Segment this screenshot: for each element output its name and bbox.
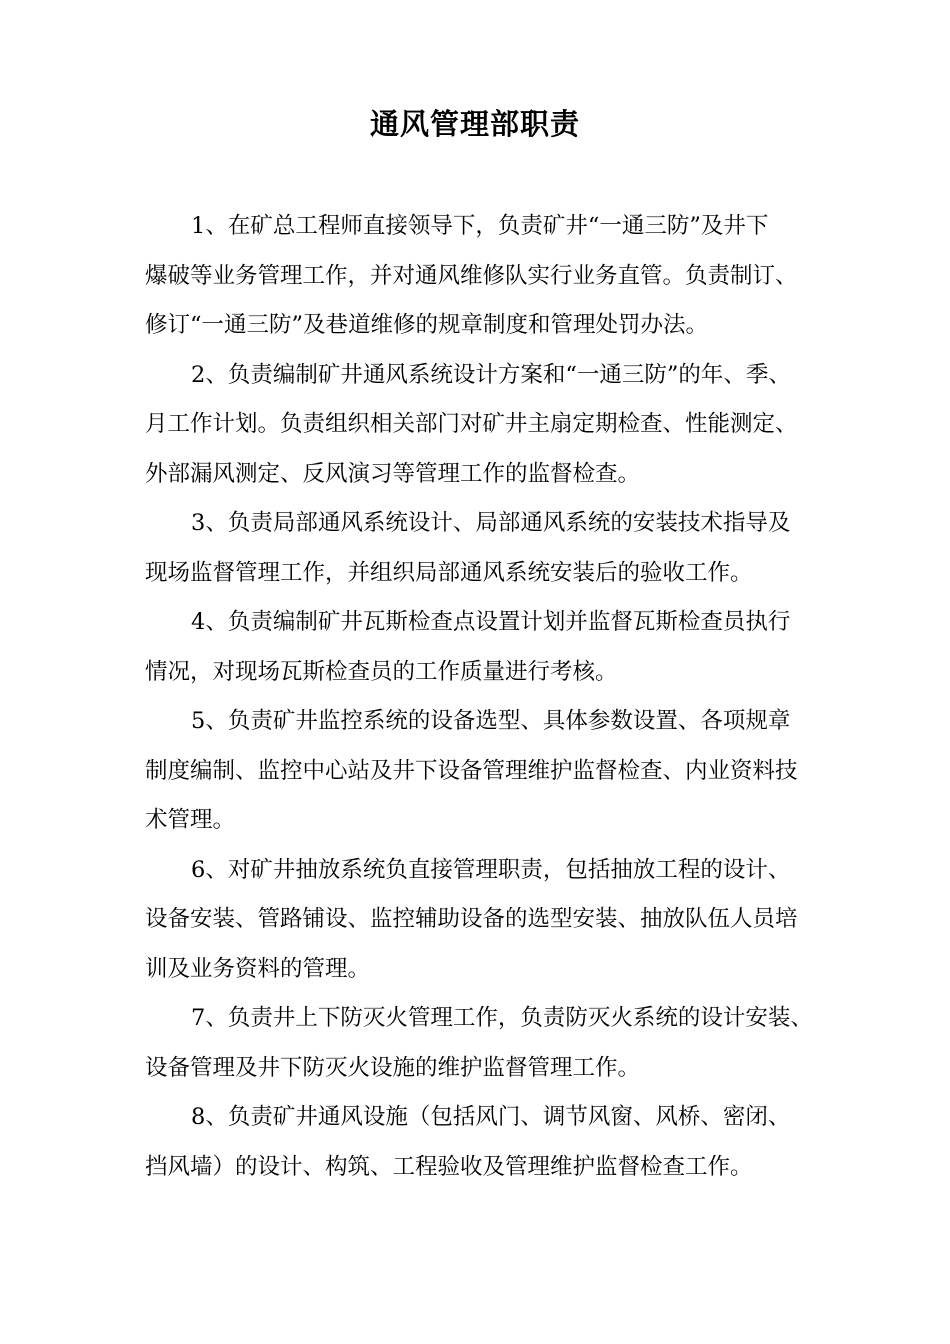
paragraph-line: 2、负责编制矿井通风系统设计方案和“一通三防”的年、季、 (191, 361, 791, 388)
paragraph-line: 情况，对现场瓦斯检查员的工作质量进行考核。 (145, 658, 618, 685)
paragraph-line: 术管理。 (145, 807, 236, 833)
paragraph-line: 挡风墙）的设计、构筑、工程验收及管理维护监督检查工作。 (145, 1153, 753, 1180)
paragraph-4 (145, 598, 835, 697)
document-title: 通风管理部职责 (369, 107, 580, 141)
paragraph-line: 3、负责局部通风系统设计、局部通风系统的安装技术指导及 (191, 510, 791, 536)
paragraph-line: 4、负责编制矿井瓦斯检查点设置计划并监督瓦斯检查员执行 (191, 609, 791, 635)
document-body (145, 202, 835, 1192)
paragraph-line: 训及业务资料的管理。 (145, 955, 371, 982)
paragraph-5 (145, 697, 835, 846)
paragraph-line: 制度编制、监控中心站及井下设备管理维护监督检查、内业资料技 (145, 757, 798, 784)
paragraph-3 (145, 499, 835, 598)
paragraph-line: 现场监督管理工作，并组织局部通风系统安装后的验收工作。 (145, 559, 753, 586)
paragraph-line: 8、负责矿井通风设施（包括风门、调节风窗、风桥、密闭、 (191, 1104, 791, 1130)
paragraph-line: 爆破等业务管理工作，并对通风维修队实行业务直管。负责制订、 (145, 262, 798, 289)
paragraph-line: 外部漏风测定、反风演习等管理工作的监督检查。 (145, 460, 641, 487)
paragraph-line: 1、在矿总工程师直接领导下，负责矿井“一通三防”及井下 (191, 213, 769, 239)
paragraph-1 (145, 202, 835, 351)
paragraph-line: 5、负责矿井监控系统的设备选型、具体参数设置、各项规章 (191, 708, 791, 734)
paragraph-line: 月工作计划。负责组织相关部门对矿井主扇定期检查、性能测定、 (145, 411, 798, 437)
paragraph-7 (145, 994, 835, 1093)
paragraph-line: 修订“一通三防”及巷道维修的规章制度和管理处罚办法。 (145, 312, 709, 338)
paragraph-line: 设备管理及井下防灭火设施的维护监督管理工作。 (145, 1054, 641, 1081)
paragraph-line: 6、对矿井抽放系统负直接管理职责，包括抽放工程的设计、 (191, 856, 791, 883)
paragraph-2 (145, 351, 835, 500)
paragraph-line: 7、负责井上下防灭火管理工作，负责防灭火系统的设计安装、 (191, 1005, 813, 1031)
paragraph-8 (145, 1093, 835, 1192)
paragraph-line: 设备安装、管路铺设、监控辅助设备的选型安装、抽放队伍人员培 (145, 906, 798, 932)
paragraph-6 (145, 846, 835, 995)
